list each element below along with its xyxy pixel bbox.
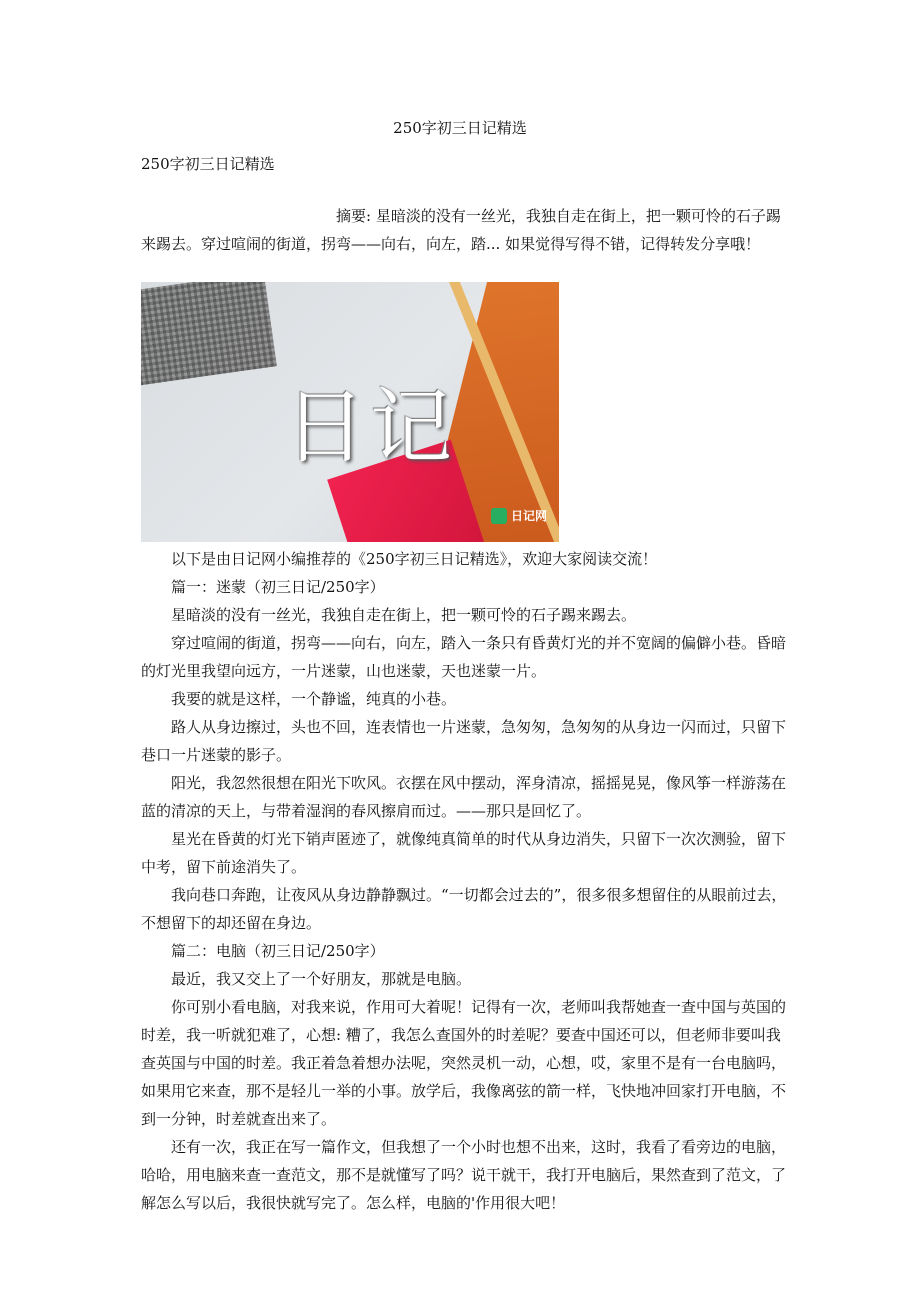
article-body — [141, 545, 793, 1217]
body-paragraph: 阳光，我忽然很想在阳光下吹风。衣摆在风中摆动，浑身清凉，摇摇晃晃，像风筝一样游荡在蓝的清凉的天上，与带着湿润的春风擦肩而过。——那只是回忆了。 — [141, 774, 787, 820]
body-paragraph: 我向巷口奔跑，让夜风从身边静静飘过。“一切都会过去的”，很多很多想留住的从眼前过去，不想留下的却还留在身边。 — [141, 886, 787, 932]
body-paragraph: 星暗淡的没有一丝光，我独自走在街上，把一颗可怜的石子踢来踢去。 — [171, 606, 637, 624]
body-paragraph: 星光在昏黄的灯光下销声匿迹了，就像纯真简单的时代从身边消失，只留下一次次测验，留下中考，留下前途消失了。 — [141, 830, 787, 876]
keyboard-shape — [141, 282, 277, 387]
body-paragraph: 我要的就是这样，一个静谧，纯真的小巷。 — [171, 690, 457, 708]
section-heading: 篇二：电脑（初三日记/250字） — [171, 942, 385, 960]
body-paragraph: 你可别小看电脑，对我来说，作用可大着呢！记得有一次，老师叫我帮她查一查中国与英国的时差，我一听就犯难了，心想: 糟了，我怎么查国外的时差呢？要查中国还可以，但老师非要叫我查英国与中国的时差。我正着急着想办法呢，突然灵机一动，心想，哎，家里不是有一台电脑吗，如果用它来查，那不是轻儿一举的小事。放学后，我像离弦的箭一样，飞快地冲回家打开电脑，不到一分钟，时差就查出来了。 — [141, 998, 787, 1128]
body-paragraph: 还有一次，我正在写一篇作文，但我想了一个小时也想不出来，这时，我看了看旁边的电脑，哈哈，用电脑来查一查范文，那不是就懂写了吗？说干就干，我打开电脑后，果然查到了范文，了解怎么写以后，我很快就写完了。怎么样，电脑的'作用很大吧！ — [141, 1138, 787, 1212]
site-logo — [491, 507, 547, 524]
summary-paragraph: 摘要: 星暗淡的没有一丝光，我独自走在街上，把一颗可怜的石子踢来踢去。穿过喧闹的街道，拐弯——向右，向左，踏... 如果觉得写得不错，记得转发分享哦！ — [141, 207, 781, 253]
document-title: 250字初三日记精选 — [393, 119, 527, 137]
body-paragraph: 最近，我又交上了一个好朋友，那就是电脑。 — [171, 970, 472, 988]
document-subtitle: 250字初三日记精选 — [141, 155, 275, 173]
section-heading: 篇一：迷蒙（初三日记/250字） — [171, 578, 385, 596]
image-title-text: 日记 — [284, 380, 457, 475]
body-paragraph: 穿过喧闹的街道，拐弯——向右，向左，踏入一条只有昏黄灯光的并不宽阔的偏僻小巷。昏暗的灯光里我望向远方，一片迷蒙，山也迷蒙，天也迷蒙一片。 — [141, 634, 787, 680]
body-paragraph: 路人从身边擦过，头也不回，连表情也一片迷蒙，急匆匆，急匆匆的从身边一闪而过，只留下巷口一片迷蒙的影子。 — [141, 718, 787, 764]
diary-cover-image — [141, 282, 559, 542]
logo-text: 日记网 — [510, 509, 547, 523]
intro-paragraph: 以下是由日记网小编推荐的《250字初三日记精选》，欢迎大家阅读交流！ — [171, 550, 658, 568]
leaf-icon — [491, 508, 507, 524]
